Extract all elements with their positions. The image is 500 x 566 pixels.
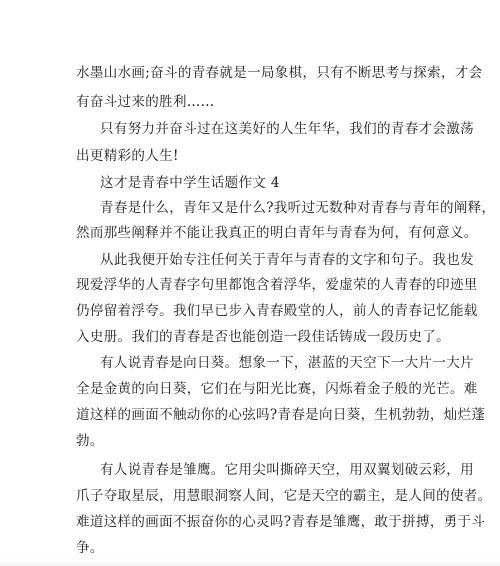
page-bottom-edge: [0, 558, 500, 566]
paragraph-start-line: 从此我便开始专注任何关于青年与青春的文字和句子。我也发: [100, 252, 474, 268]
text-line: 水墨山水画;奋斗的青春就是一局象棋，只有不断思考与探索，才会: [76, 65, 483, 81]
text-line: 仍停留着浮夸。我们早已步入青春殿堂的人，前人的青春记忆能载: [76, 303, 478, 319]
text-line: 争。: [76, 540, 104, 556]
text-line: 入史册。我们的青春是否也能创造一段佳话铸成一段历史了。: [76, 329, 450, 345]
text-line: 然而那些阐释并不能让我真正的明白青年与青春为何，有何意义。: [76, 225, 478, 241]
paragraph-start-line: 有人说青春是雏鹰。它用尖叫撕碎天空，用双翼划破云彩，用: [100, 462, 474, 478]
text-line: 全是金黄的向日葵，它们在与阳光比赛，闪烁着金子般的光芒。难: [76, 381, 478, 397]
text-line: 爪子夺取星辰，用慧眼洞察人间，它是天空的霸主，是人间的使者。: [76, 488, 492, 504]
text-line: 有奋斗过来的胜利……: [76, 94, 215, 110]
text-line: 难道这样的画面不振奋你的心灵吗?青春是雏鹰，敢于拼搏，勇于斗: [76, 514, 486, 530]
text-line: 出更精彩的人生!: [76, 148, 179, 164]
section-heading: 这才是青春中学生话题作文 4: [100, 175, 280, 191]
text-line: 现爱浮华的人青春字句里都饱含着浮华，爱虚荣的人青春的印迹里: [76, 277, 478, 293]
paragraph-start-line: 青春是什么，青年又是什么?我听过无数种对青春与青年的阐释，: [100, 200, 496, 216]
text-line: 勃。: [76, 433, 104, 449]
paragraph-start-line: 有人说青春是向日葵。想象一下，湛蓝的天空下一大片一大片: [100, 355, 474, 371]
text-line: 道这样的画面不触动你的心弦吗?青春是向日葵，生机勃勃，灿烂蓬: [76, 407, 486, 423]
paragraph-start-line: 只有努力并奋斗过在这美好的人生年华，我们的青春才会激荡: [100, 121, 474, 137]
